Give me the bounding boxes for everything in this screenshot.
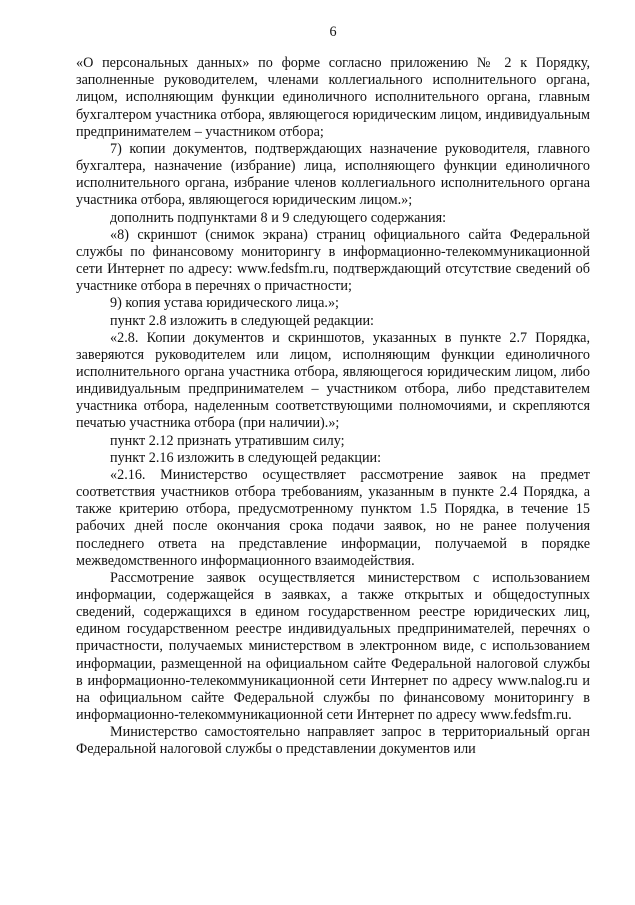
paragraph-item-9: 9) копия устава юридического лица.»; (110, 295, 340, 312)
paragraph-point-2-12: пункт 2.12 признать утратившим силу; (110, 432, 345, 449)
page-number: 6 (329, 24, 337, 40)
paragraph-point-2-16-intro: пункт 2.16 изложить в следующей редакции: (110, 449, 382, 466)
paragraph-point-2-16: «2.16. Министерство осуществляет рассмотрение заявок на предмет соответствия участников отбора требованиям, указанным в пункте 2.4 Порядка, а также критерию отбора, предусмотренному пунктом 1.5 Порядка, в течение 15 рабочих дней после окончания срока подачи заявок, но не ранее получения последнего ответа на представление информации, получаемой в порядке межведомственного информационного взаимодействия. (76, 466, 590, 569)
document-body (76, 55, 590, 758)
paragraph-point-2-8-intro: пункт 2.8 изложить в следующей редакции: (110, 312, 374, 329)
paragraph-item-7: 7) копии документов, подтверждающих назначение руководителя, главного бухгалтера, назначение (избрание) лица, исполняющего функции единоличного исполнительного органа, избрание членов коллегиального исполнительного органа участника отбора, являющегося юридическим лицом.»; (76, 140, 590, 209)
paragraph-personal-data-form: «О персональных данных» по форме согласно приложению № 2 к Порядку, заполненные руководителем, членами коллегиального исполнительного органа, лицом, исполняющим функции единоличного исполнительного органа, главным бухгалтером участника отбора, являющегося юридическим лицом, индивидуальным предпринимателем – участником отбора; (76, 55, 590, 140)
paragraph-review-of-applications: Рассмотрение заявок осуществляется министерством с использованием информации, содержащейся в заявках, а также открытых и общедоступных сведений, содержащихся в едином государственном реестре юридических лиц, едином государственном реестре индивидуальных предпринимателей, перечнях о причастности, получаемых министерством в электронном виде, с использованием информации, размещенной на официальном сайте Федеральной налоговой службы в информационно-телекоммуникационной сети Интернет по адресу www.nalog.ru и на официальном сайте Федеральной службы по финансовому мониторингу в информационно-телекоммуникационной сети Интернет по адресу www.fedsfm.ru. (76, 569, 590, 724)
document-page (76, 24, 590, 759)
paragraph-point-2-8: «2.8. Копии документов и скриншотов, указанных в пункте 2.7 Порядка, заверяются руководителем или лицом, исполняющим функции единоличного исполнительного органа участника отбора, являющегося юридическим лицом, либо индивидуальным предпринимателем – участником отбора, либо представителем участника отбора, наделенным соответствующими полномочиями, и скрепляются печатью участника отбора (при наличии).»; (76, 329, 590, 432)
paragraph-ministry-request: Министерство самостоятельно направляет запрос в территориальный орган Федеральной налоговой службы о представлении документов или (76, 724, 590, 758)
paragraph-add-subitems: дополнить подпунктами 8 и 9 следующего содержания: (110, 209, 447, 226)
paragraph-item-8: «8) скриншот (снимок экрана) страниц официального сайта Федеральной службы по финансовому мониторингу в информационно-телекоммуникационной сети Интернет по адресу: www.fedsfm.ru, подтверждающий отсутствие сведений об участнике отбора в перечнях о причастности; (76, 226, 590, 295)
